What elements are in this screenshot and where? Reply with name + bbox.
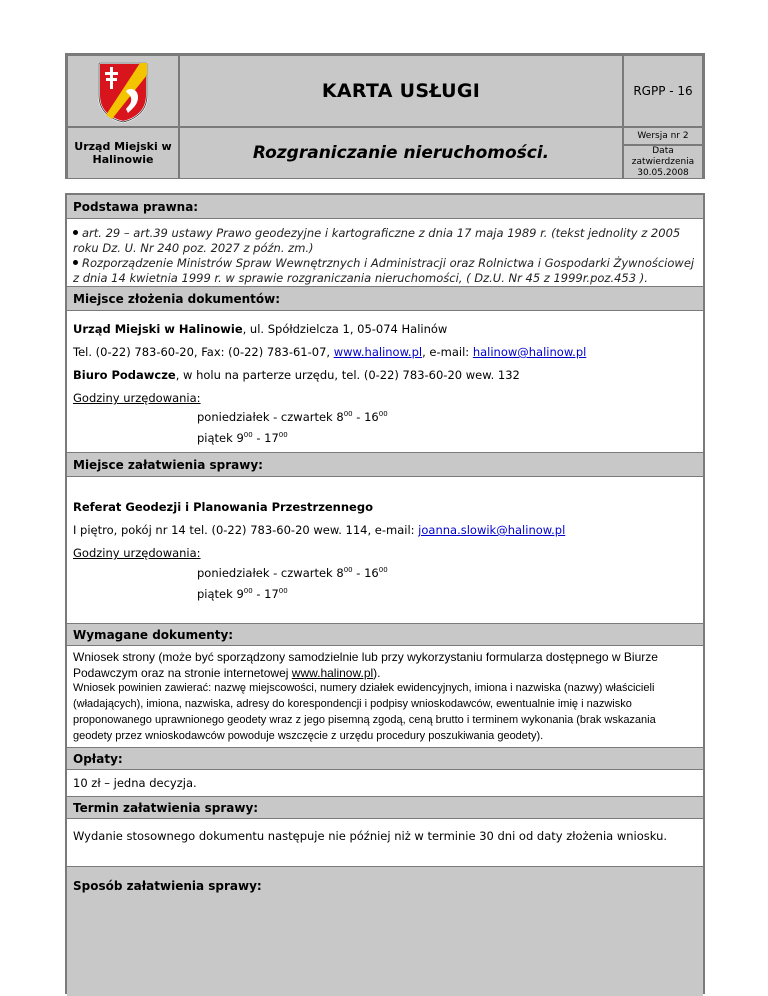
service-subject: Rozgraniczanie nieruchomości. xyxy=(179,127,623,179)
submission-hours-mon-thu: poniedziałek - czwartek $8^{00} - 16^{00}$ xyxy=(197,410,388,424)
legal-item-1-cont: roku Dz. U. Nr 240 poz. 2027 z późn. zm.) xyxy=(73,241,314,255)
coat-of-arms-logo xyxy=(96,61,150,123)
deadline-heading: Termin załatwienia sprawy: xyxy=(67,797,703,819)
documents-line-3: Wniosek powinien zawierać: nazwę miejscowości, numery działek ewidencyjnych, imiona i nazwiska (nazwy) właścicieli xyxy=(73,682,655,694)
fees-body xyxy=(67,770,703,797)
method-heading: Sposób załatwienia sprawy: xyxy=(67,867,703,996)
documents-heading: Wymagane dokumenty: xyxy=(67,624,703,646)
submission-hours-label: Godziny urzędowania: xyxy=(73,391,201,405)
legal-basis-heading: Podstawa prawna: xyxy=(67,195,703,219)
bullet-icon xyxy=(73,230,78,235)
approval-date xyxy=(623,145,703,179)
documents-line-1: Wniosek strony (może być sporządzony samodzielnie lub przy wykorzystaniu formularza dostępnego w Biurze xyxy=(73,650,658,664)
card-code: RGPP - 16 xyxy=(623,55,703,127)
office-name: Urząd Miejski w Halinowie xyxy=(67,127,179,179)
bullet-icon xyxy=(73,260,78,265)
documents-line-6: geodety przez wnioskodawców powoduje wszczęcie z urzędu procedury poszukiwania geodety). xyxy=(73,730,544,742)
service-card-table xyxy=(65,193,705,994)
legal-item-2-cont: z dnia 14 kwietnia 1999 r. w sprawie rozgraniczania nieruchomości, ( Dz.U. Nr 45 z 1999r.poz.453 ). xyxy=(73,271,648,285)
handling-hours-mon-thu: poniedziałek - czwartek $8^{00} - 16^{00}$ xyxy=(197,566,388,580)
approval-date-value: 30.05.2008 xyxy=(637,167,689,178)
approval-date-label: Data zatwierdzenia xyxy=(631,145,695,167)
submission-desk: Biuro Podawcze, w holu na parterze urzędu, tel. (0-22) 783-60-20 wew. 132 xyxy=(73,368,520,382)
handling-hours-fri: piątek $9^{00} - 17^{00}$ xyxy=(197,587,288,601)
handling-body xyxy=(67,477,703,624)
submission-body xyxy=(67,311,703,453)
handling-heading: Miejsce załatwienia sprawy: xyxy=(67,453,703,477)
legal-item-2: Rozporządzenie Ministrów Spraw Wewnętrznych i Administracji oraz Rolnictwa i Gospodarki Żywnościowej xyxy=(73,256,694,270)
legal-item-1: art. 29 – art.39 ustawy Prawo geodezyjne i kartograficzne z dnia 17 maja 1989 r. (tekst jednolity z 2005 xyxy=(73,226,680,240)
handling-email-link[interactable]: joanna.slowik@halinow.pl xyxy=(418,523,566,537)
handling-hours-label: Godziny urzędowania: xyxy=(73,546,201,560)
header-table xyxy=(65,53,705,179)
deadline-text: Wydanie stosownego dokumentu następuje nie później niż w terminie 30 dni od daty złożenia wniosku. xyxy=(73,829,668,843)
form-website-link[interactable]: www.halinow.pl xyxy=(291,666,374,680)
documents-line-2: Podawczym oraz na stronie internetowej www.halinow.pl). xyxy=(73,666,381,680)
deadline-body xyxy=(67,819,703,867)
submission-hours-fri: piątek $9^{00} - 17^{00}$ xyxy=(197,431,288,445)
fees-text: 10 zł – jedna decyzja. xyxy=(73,776,197,790)
documents-body xyxy=(67,646,703,748)
logo-cell xyxy=(67,55,179,127)
documents-line-5: proponowanego uprawnionego geodety wraz z jego pisemną zgodą, ceną brutto i terminem wykonania (brak wskazania xyxy=(73,714,656,726)
submission-office: Urząd Miejski w Halinowie, ul. Spółdzielcza 1, 05-074 Halinów xyxy=(73,322,448,336)
card-title: KARTA USŁUGI xyxy=(179,55,623,127)
website-link[interactable]: www.halinow.pl xyxy=(333,345,423,359)
handling-unit: Referat Geodezji i Planowania Przestrzennego xyxy=(73,500,373,514)
legal-basis-body xyxy=(67,219,703,287)
version-label: Wersja nr 2 xyxy=(623,127,703,145)
submission-heading: Miejsce złożenia dokumentów: xyxy=(67,287,703,311)
office-email-link[interactable]: halinow@halinow.pl xyxy=(472,345,587,359)
submission-contact: Tel. (0-22) 783-60-20, Fax: (0-22) 783-61-07, www.halinow.pl, e-mail: halinow@halinow.pl xyxy=(73,345,587,359)
fees-heading: Opłaty: xyxy=(67,748,703,770)
documents-line-4: (władających), imiona, nazwiska, adresy do korespondencji i podpisy wnioskodawców, ewentualnie imię i nazwisko xyxy=(73,698,632,710)
handling-contact: I piętro, pokój nr 14 tel. (0-22) 783-60-20 wew. 114, e-mail: joanna.slowik@halinow.pl xyxy=(73,523,566,537)
